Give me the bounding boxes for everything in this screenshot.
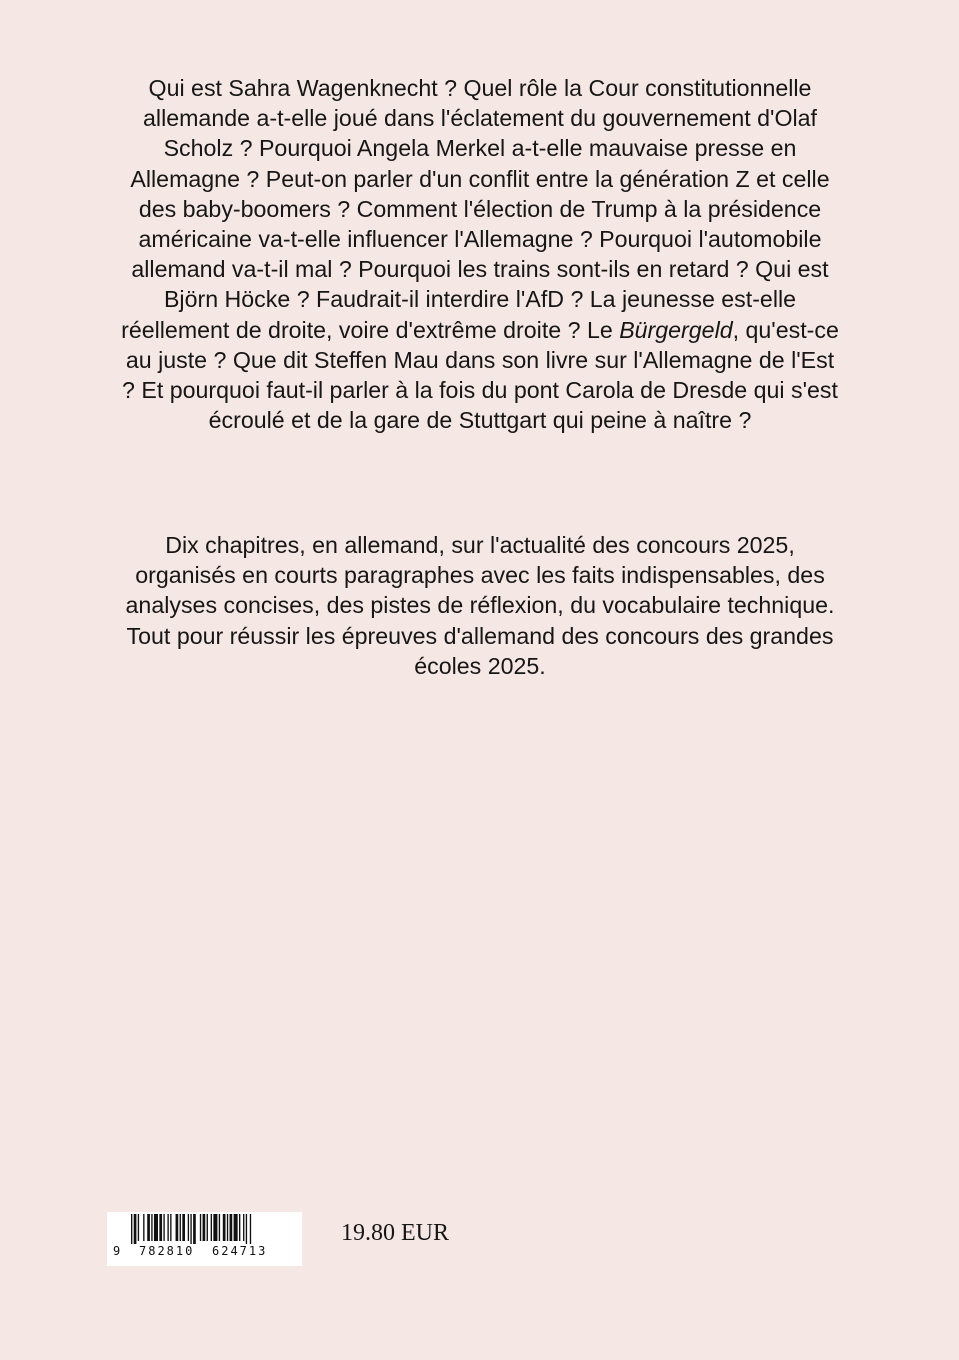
isbn-barcode (107, 1212, 302, 1266)
isbn-right-group: 624713 (212, 1244, 268, 1258)
blurb-paragraph-questions (120, 73, 840, 435)
price-label: 19.80 EUR (341, 1220, 449, 1246)
isbn-left-group: 782810 (139, 1244, 195, 1258)
blurb-text-part2: , qu'est-ce au juste ? Que dit Steffen Mau dans son livre sur l'Allemagne de l'Est ? Et pourquoi faut-il parler à la fois du pont Carola de Dresde qui s'est écroulé et de la gare de Stuttgart qui peine à naître ? (122, 316, 839, 434)
isbn-first-digit: 9 (113, 1244, 121, 1258)
blurb-term-buergergeld: Bürgergeld (619, 316, 733, 343)
blurb-text-part1: Qui est Sahra Wagenknecht ? Quel rôle la Cour constitutionnelle allemande a-t-elle joué dans l'éclatement du gouvernement d'Olaf Scholz ? Pourquoi Angela Merkel a-t-elle mauvaise presse en Allemagne ? Peut-on parler d'un conflit entre la génération Z et celle des baby-boomers ? Comment l'élection de Trump à la présidence américaine va-t-elle influencer l'Allemagne ? Pourquoi l'automobile allemand va-t-il mal ? Pourquoi les trains sont-ils en retard ? Qui est Björn Höcke ? Faudrait-il interdire l'AfD ? La jeunesse est-elle réellement de droite, voire d'extrême droite ? Le (121, 75, 830, 343)
barcode-bars (131, 1214, 297, 1244)
blurb-paragraph-summary: Dix chapitres, en allemand, sur l'actualité des concours 2025, organisés en courts paragraphes avec les faits indispensables, des analyses concises, des pistes de réflexion, du vocabulaire technique. Tout pour réussir les épreuves d'allemand des concours des grandes écoles 2025. (125, 532, 835, 679)
